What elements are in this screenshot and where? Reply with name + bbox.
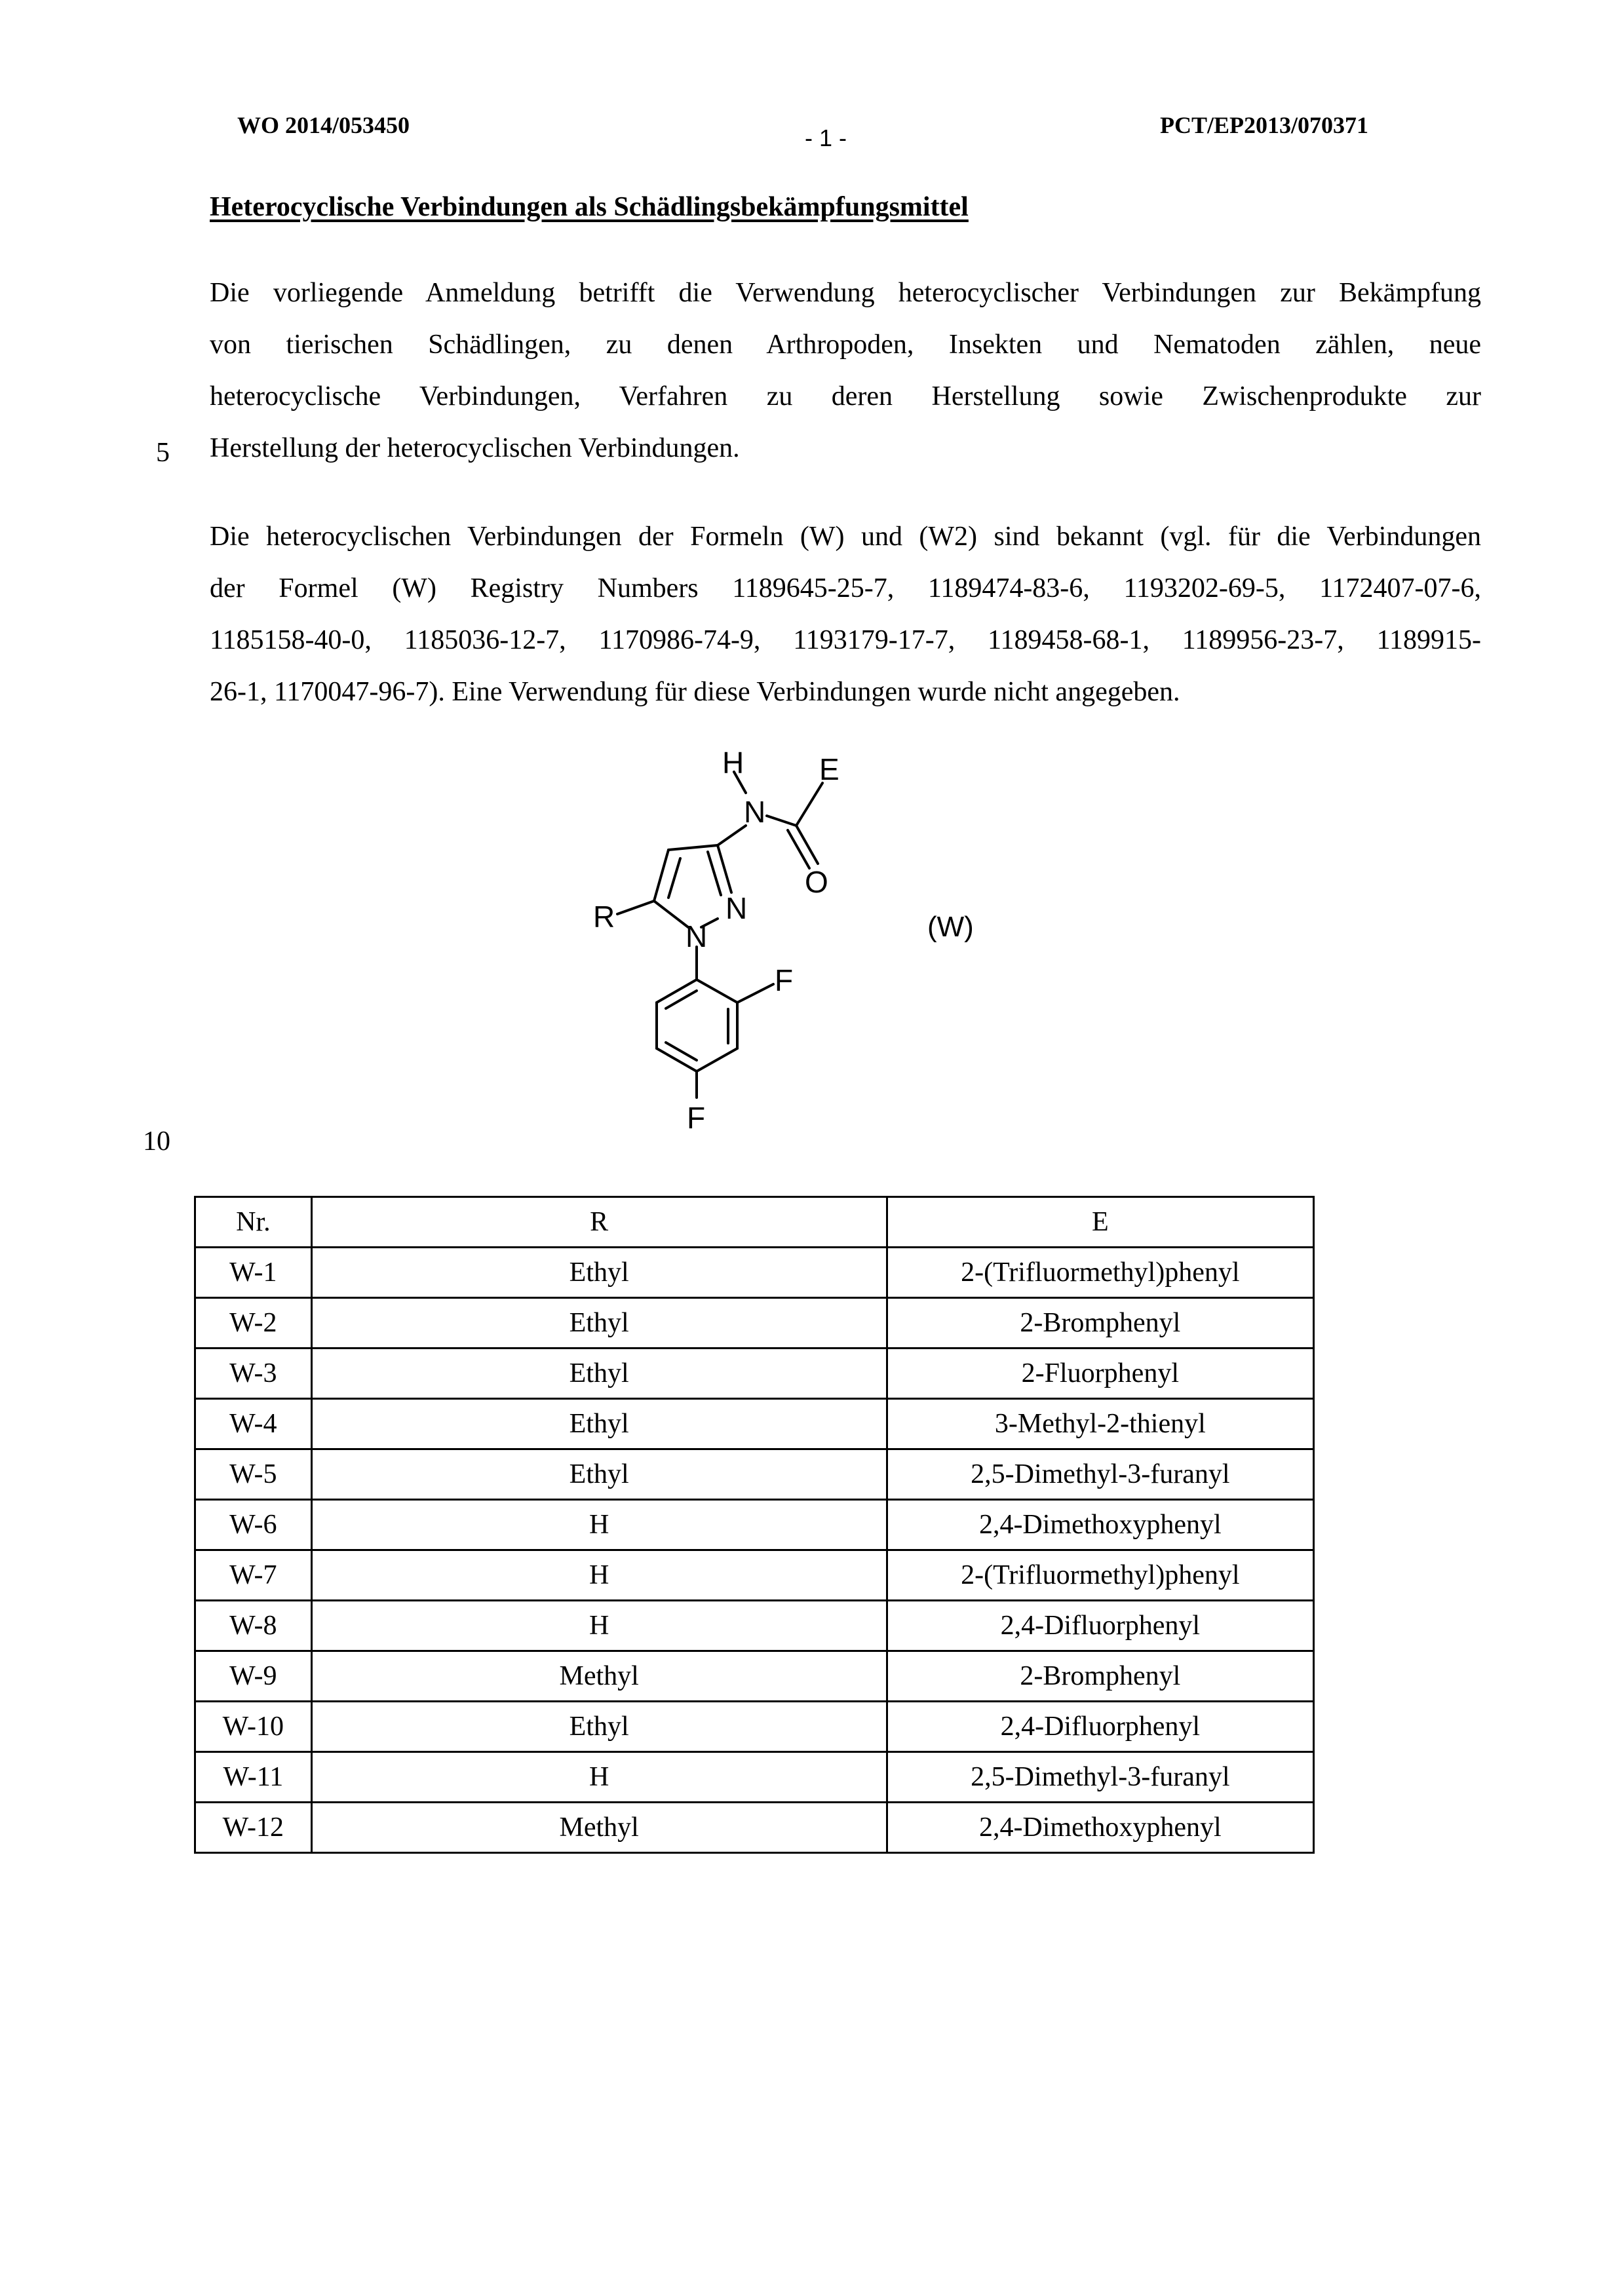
chemical-structure-w [577,747,1101,1153]
application-number: PCT/EP2013/070371 [1160,112,1369,138]
table-row [195,1651,1314,1702]
cell-e: 2-(Trifluormethyl)phenyl [887,1248,1313,1298]
cell-e: 2,5-Dimethyl-3-furanyl [887,1449,1313,1500]
table-row [195,1500,1314,1550]
table-header-row [195,1197,1314,1248]
line-number-10: 10 [143,1126,170,1157]
cell-nr: W-6 [195,1500,312,1550]
cell-r: H [311,1601,887,1651]
atom-n2: N [725,891,748,925]
cell-e: 2,4-Difluorphenyl [887,1702,1313,1752]
cell-r: Ethyl [311,1248,887,1298]
cell-nr: W-3 [195,1349,312,1399]
paragraph-line: Die vorliegende Anmeldung betrifft die Verwendung heterocyclischer Verbindungen zur Bekämpfung [210,278,1481,308]
paragraph-line: von tierischen Schädlingen, zu denen Arthropoden, Insekten und Nematoden zählen, neue [210,330,1481,360]
cell-r: Methyl [311,1651,887,1702]
table-row [195,1702,1314,1752]
cell-nr: W-10 [195,1702,312,1752]
cell-r: H [311,1550,887,1601]
cell-e: 2,4-Dimethoxyphenyl [887,1803,1313,1853]
cell-r: Ethyl [311,1298,887,1349]
table-row [195,1349,1314,1399]
cell-e: 2,5-Dimethyl-3-furanyl [887,1752,1313,1803]
table-row [195,1248,1314,1298]
cell-r: H [311,1500,887,1550]
table-row [195,1550,1314,1601]
document-title: Heterocyclische Verbindungen als Schädlingsbekämpfungsmittel [210,192,969,222]
cell-nr: W-8 [195,1601,312,1651]
cell-r: Ethyl [311,1449,887,1500]
atom-n1: N [685,919,708,953]
cell-r: Ethyl [311,1399,887,1449]
atom-e: E [819,752,840,786]
cell-nr: W-5 [195,1449,312,1500]
paragraph-line: heterocyclische Verbindungen, Verfahren zu deren Herstellung sowie Zwischenprodukte zur [210,381,1481,411]
table-row [195,1298,1314,1349]
table-row [195,1399,1314,1449]
cell-nr: W-4 [195,1399,312,1449]
cell-nr: W-9 [195,1651,312,1702]
atom-n-amide: N [744,795,766,829]
cell-nr: W-7 [195,1550,312,1601]
paragraph-line: Die heterocyclischen Verbindungen der Formeln (W) und (W2) sind bekannt (vgl. für die Verbindungen [210,522,1481,552]
header-e: E [887,1197,1313,1248]
table-row [195,1449,1314,1500]
cell-e: 3-Methyl-2-thienyl [887,1399,1313,1449]
cell-nr: W-12 [195,1803,312,1853]
atom-o: O [805,865,828,899]
cell-r: Ethyl [311,1349,887,1399]
paragraph-line: Herstellung der heterocyclischen Verbindungen. [210,433,740,463]
paragraph-line: 26-1, 1170047-96-7). Eine Verwendung für diese Verbindungen wurde nicht angegeben. [210,677,1180,707]
cell-r: Ethyl [311,1702,887,1752]
cell-e: 2-Fluorphenyl [887,1349,1313,1399]
header-r: R [311,1197,887,1248]
atom-f-para: F [687,1101,706,1135]
cell-nr: W-2 [195,1298,312,1349]
page-number: - 1 - [804,124,847,151]
atom-h: H [722,747,744,780]
table-row [195,1752,1314,1803]
cell-e: 2-(Trifluormethyl)phenyl [887,1550,1313,1601]
cell-e: 2-Bromphenyl [887,1298,1313,1349]
atom-r: R [593,900,615,934]
cell-nr: W-11 [195,1752,312,1803]
publication-number: WO 2014/053450 [237,112,410,138]
paragraph-line: der Formel (W) Registry Numbers 1189645-25-7, 1189474-83-6, 1193202-69-5, 1172407-07-6, [210,573,1481,603]
cell-r: H [311,1752,887,1803]
cell-e: 2,4-Difluorphenyl [887,1601,1313,1651]
compound-table [194,1196,1315,1854]
cell-nr: W-1 [195,1248,312,1298]
cell-e: 2-Bromphenyl [887,1651,1313,1702]
table-row [195,1803,1314,1853]
table-row [195,1601,1314,1651]
prior-art-paragraph [210,511,1481,718]
intro-paragraph [210,267,1481,474]
atom-f-ortho: F [775,963,794,997]
formula-label: (W) [927,911,974,943]
cell-r: Methyl [311,1803,887,1853]
paragraph-line: 1185158-40-0, 1185036-12-7, 1170986-74-9, 1193179-17-7, 1189458-68-1, 1189956-23-7, 1189915- [210,625,1481,655]
header-nr: Nr. [195,1197,312,1248]
line-number-5: 5 [156,438,170,468]
cell-e: 2,4-Dimethoxyphenyl [887,1500,1313,1550]
